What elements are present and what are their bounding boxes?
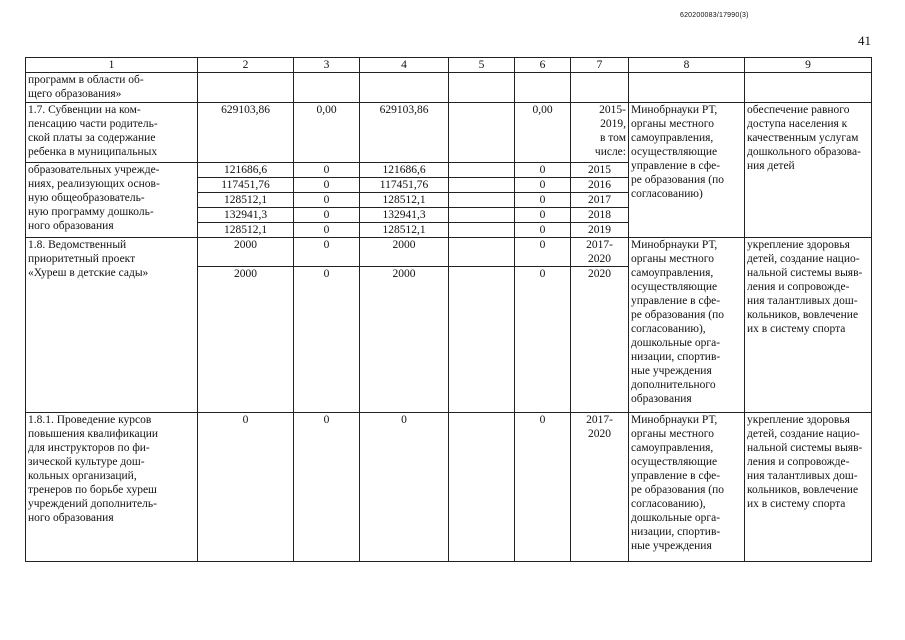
column-header: 4 [360, 58, 449, 73]
table-row [26, 413, 872, 562]
result-cell-1-8-1: укрепление здоровья детей, создание нацио- нальной системы выяв- ления и сопровожде- ния талантливых дош- кольников, вовлечение их в систему спорта [745, 413, 872, 562]
value-cell: 0 [515, 193, 571, 208]
executors-cell-1-7: Минобрнауки РТ, органы местного самоуправления, осуществляющие управление в сфе- ре образования (по согласованию) [629, 103, 745, 238]
column-header: 9 [745, 58, 872, 73]
column-header: 3 [294, 58, 360, 73]
value-cell: 0 [294, 193, 360, 208]
column-header-row [26, 58, 872, 73]
year-cell: 2017 [571, 193, 629, 208]
table-row [26, 238, 872, 267]
value-cell: 121686,6 [198, 163, 294, 178]
executors-cell-1-8: Минобрнауки РТ, органы местного самоуправления, осуществляющие управление в сфе- ре образования (по согласованию), дошкольные орга- низации, спортив- ные учреждения дополнительного образования [629, 238, 745, 413]
value-cell: 132941,3 [360, 208, 449, 223]
value-cell [449, 208, 515, 223]
value-cell: 0 [294, 413, 360, 562]
table-row [26, 103, 872, 163]
value-cell: 128512,1 [198, 223, 294, 238]
value-cell [449, 223, 515, 238]
value-cell: 0 [294, 208, 360, 223]
value-cell: 128512,1 [360, 193, 449, 208]
value-cell: 0 [294, 178, 360, 193]
period-cell: 2017- 2020 [571, 238, 629, 267]
program-table [25, 57, 872, 562]
value-cell: 0 [515, 208, 571, 223]
row-label-1-8: 1.8. Ведомственный приоритетный проект «Хуреш в детские сады» [26, 238, 198, 413]
value-cell: 0 [294, 163, 360, 178]
value-cell [449, 267, 515, 413]
value-cell: 0 [294, 223, 360, 238]
year-cell: 2015 [571, 163, 629, 178]
value-cell: 117451,76 [360, 178, 449, 193]
value-cell [449, 193, 515, 208]
result-cell-1-7: обеспечение равного доступа населения к качественным услугам дошкольного образова- ния детей [745, 103, 872, 238]
value-cell: 0,00 [294, 103, 360, 163]
value-cell [449, 103, 515, 163]
value-cell: 0 [294, 267, 360, 413]
value-cell: 0 [515, 178, 571, 193]
value-cell: 132941,3 [198, 208, 294, 223]
row-label-continuation: программ в области об- щего образования» [26, 73, 198, 103]
value-cell: 0 [515, 413, 571, 562]
value-cell [449, 163, 515, 178]
value-cell: 0 [515, 223, 571, 238]
value-cell: 0,00 [515, 103, 571, 163]
value-cell: 629103,86 [360, 103, 449, 163]
value-cell: 128512,1 [360, 223, 449, 238]
result-cell-1-8: укрепление здоровья детей, создание нацио- нальной системы выяв- ления и сопровожде- ния талантливых дош- кольников, вовлечение их в систему спорта [745, 238, 872, 413]
column-header: 7 [571, 58, 629, 73]
value-cell: 121686,6 [360, 163, 449, 178]
value-cell: 117451,76 [198, 178, 294, 193]
year-cell: 2020 [571, 267, 629, 413]
column-header: 1 [26, 58, 198, 73]
value-cell: 2000 [198, 267, 294, 413]
value-cell [449, 178, 515, 193]
column-header: 2 [198, 58, 294, 73]
value-cell: 2000 [360, 238, 449, 267]
year-cell: 2018 [571, 208, 629, 223]
value-cell: 0 [515, 163, 571, 178]
period-cell: 2017- 2020 [571, 413, 629, 562]
value-cell [449, 413, 515, 562]
table-row [26, 73, 872, 103]
value-cell: 128512,1 [198, 193, 294, 208]
column-header: 8 [629, 58, 745, 73]
value-cell: 0 [515, 267, 571, 413]
value-cell: 629103,86 [198, 103, 294, 163]
value-cell: 0 [294, 238, 360, 267]
value-cell: 2000 [198, 238, 294, 267]
year-cell: 2019 [571, 223, 629, 238]
column-header: 5 [449, 58, 515, 73]
value-cell: 2000 [360, 267, 449, 413]
value-cell: 0 [198, 413, 294, 562]
year-cell: 2016 [571, 178, 629, 193]
document-id: 620200083/17990(3) [680, 12, 749, 19]
value-cell: 0 [515, 238, 571, 267]
executors-cell-1-8-1: Минобрнауки РТ, органы местного самоуправления, осуществляющие управление в сфе- ре образования (по согласованию), дошкольные орга- низации, спортив- ные учреждения [629, 413, 745, 562]
page-number: 41 [858, 33, 871, 48]
value-cell: 0 [360, 413, 449, 562]
value-cell [449, 238, 515, 267]
period-cell: 2015- 2019, в том числе: [571, 103, 629, 163]
row-label-1-7: 1.7. Субвенции на ком- пенсацию части родитель- ской платы за содержание ребенка в муниципальных [26, 103, 198, 163]
column-header: 6 [515, 58, 571, 73]
row-label-1-8-1: 1.8.1. Проведение курсов повышения квалификации для инструкторов по фи- зической культуре дош- кольных организаций, тренеров по борьбе хуреш учреждений дополнитель- ного образования [26, 413, 198, 562]
row-label-1-7-cont: образовательных учрежде- ниях, реализующих основ- ную общеобразователь- ную программу дошколь- ного образования [26, 163, 198, 238]
